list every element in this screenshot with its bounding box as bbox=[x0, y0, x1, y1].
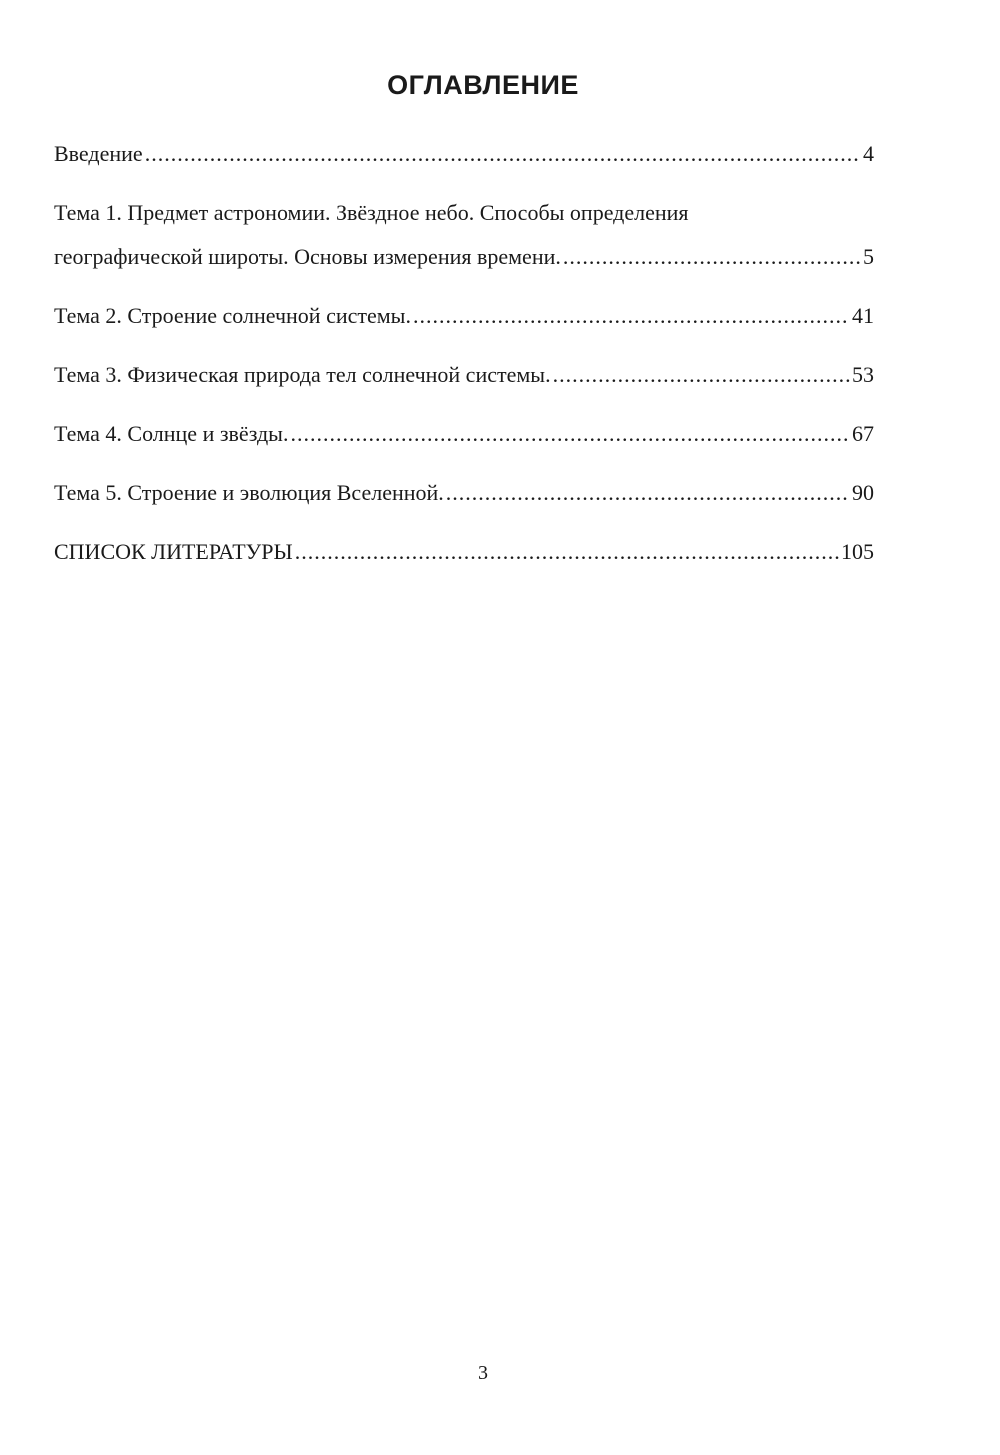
toc-entry-topic-3[interactable] bbox=[54, 353, 874, 397]
toc-entry-page: 53 bbox=[852, 362, 874, 387]
toc-entry-topic-2[interactable] bbox=[54, 294, 874, 338]
toc-entry-page: 5 bbox=[863, 244, 874, 269]
toc-entry-text: Тема 3. Физическая природа тел солнечной системы. bbox=[54, 362, 551, 387]
toc-entry-topic-1[interactable] bbox=[54, 191, 874, 279]
toc-entry-topic-5[interactable] bbox=[54, 471, 874, 515]
dot-leader bbox=[563, 235, 861, 279]
toc-title: ОГЛАВЛЕНИЕ bbox=[387, 70, 579, 100]
toc-entry-text-line1: Тема 1. Предмет астрономии. Звёздное небо. Способы определения bbox=[54, 200, 689, 225]
toc-entry-text: СПИСОК ЛИТЕРАТУРЫ bbox=[54, 539, 293, 564]
toc-entry-text: географической широты. Основы измерения времени. bbox=[54, 244, 561, 269]
toc-entry-text: Тема 2. Строение солнечной системы. bbox=[54, 303, 411, 328]
page-number: 3 bbox=[478, 1362, 488, 1384]
toc-entry-text: Тема 4. Солнце и звёзды. bbox=[54, 421, 289, 446]
dot-leader bbox=[446, 471, 850, 515]
toc-entry-page: 41 bbox=[852, 303, 874, 328]
dot-leader bbox=[413, 294, 850, 338]
toc-entry-introduction[interactable] bbox=[54, 132, 874, 176]
dot-leader bbox=[553, 353, 850, 397]
toc-entry-page: 105 bbox=[841, 539, 874, 564]
dot-leader bbox=[295, 530, 839, 574]
toc-entry-text: Введение bbox=[54, 141, 143, 166]
toc-entry-bibliography[interactable] bbox=[54, 530, 874, 574]
dot-leader bbox=[290, 412, 850, 456]
toc-entry-page: 67 bbox=[852, 421, 874, 446]
dot-leader bbox=[145, 132, 861, 176]
table-of-contents bbox=[54, 132, 874, 589]
toc-entry-text: Тема 5. Строение и эволюция Вселенной. bbox=[54, 480, 444, 505]
toc-entry-page: 4 bbox=[863, 141, 874, 166]
toc-entry-topic-4[interactable] bbox=[54, 412, 874, 456]
toc-entry-page: 90 bbox=[852, 480, 874, 505]
